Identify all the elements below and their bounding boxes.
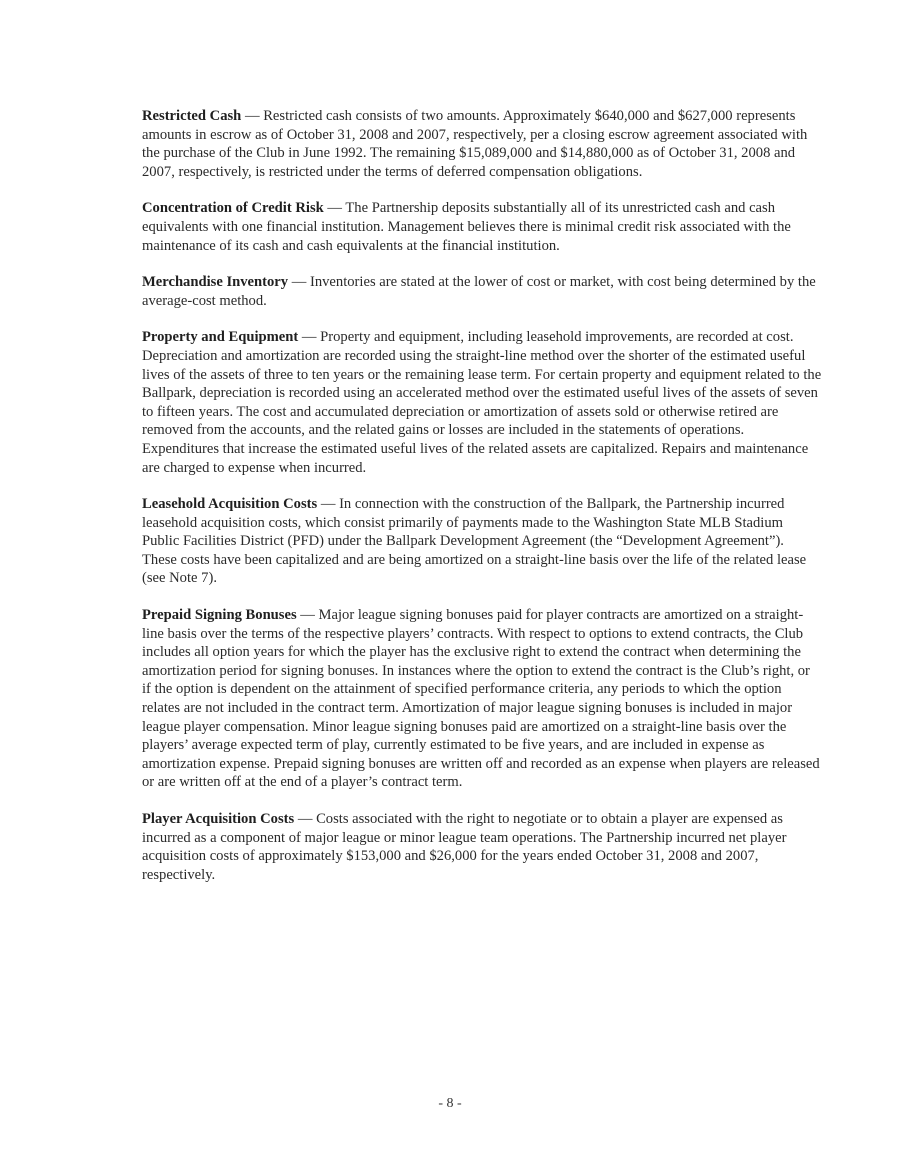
section-player-acquisition-costs (142, 810, 822, 884)
section-prepaid-signing-bonuses (142, 606, 822, 792)
section-heading: Property and Equipment (142, 329, 299, 346)
section-body: Costs associated with the right to negotiate or to obtain a player are expensed as incurred as a component of major league or minor league team operations. The Partnership incurred net player acquisition costs of approximately $153,000 and $26,000 for the years ended October 31, 2008 and 2007, respectively. (142, 811, 787, 883)
section-property-and-equipment (142, 328, 822, 477)
section-body: Major league signing bonuses paid for player contracts are amortized on a straight-line basis over the terms of the respective players’ contracts. With respect to options to extend contracts, the Club includes all option years for which the player has the exclusive right to extend the contract when determining the amortization period for signing bonuses. In instances where the option to extend the contract is the Club’s right, or if the option is dependent on the attainment of specified performance criteria, any periods to which the option relates are not included in the contract term. Amortization of major league signing bonuses is included in major league player compensation. Minor league signing bonuses paid are amortized on a straight-line basis over the players’ average expected term of play, currently estimated to be five years, and are included in expense as amortization expense. Prepaid signing bonuses are written off and recorded as an expense when players are released or are written off at the end of a player’s contract term. (142, 607, 820, 791)
section-body: The Partnership deposits substantially all of its unrestricted cash and cash equivalents with one financial institution. Management believes there is minimal credit risk associated with the maintenance of its cash and cash equivalents at the financial institution. (142, 200, 791, 254)
section-body: Restricted cash consists of two amounts. Approximately $640,000 and $627,000 represents amounts in escrow as of October 31, 2008 and 2007, respectively, per a closing escrow agreement associated with the purchase of the Club in June 1992. The remaining $15,089,000 and $14,880,000 as of October 31, 2008 and 2007, respectively, is restricted under the terms of deferred compensation obligations. (142, 108, 808, 180)
section-heading: Prepaid Signing Bonuses (142, 607, 297, 624)
section-leasehold-acquisition-costs (142, 495, 822, 588)
section-separator: — (241, 108, 264, 124)
section-separator: — (323, 200, 346, 217)
section-separator: — (298, 329, 321, 346)
section-heading: Concentration of Credit Risk (142, 200, 324, 217)
section-separator: — (288, 274, 310, 291)
section-heading: Merchandise Inventory (142, 274, 289, 291)
section-body: Inventories are stated at the lower of cost or market, with cost being determined by the average-cost method. (142, 274, 816, 309)
section-separator: — (317, 496, 340, 513)
section-separator: — (296, 607, 319, 624)
document-page (142, 107, 822, 902)
section-heading: Player Acquisition Costs (142, 811, 295, 827)
section-body: Property and equipment, including leasehold improvements, are recorded at cost. Depreciation and amortization are recorded using the straight-line method over the shorter of the estimated useful lives of the assets of three to ten years or the remaining lease term. For certain property and equipment related to the Ballpark, depreciation is recorded using an accelerated method over the estimated useful lives of the assets of seven to fifteen years. The cost and accumulated depreciation or amortization of assets sold or otherwise retired are removed from the accounts, and the related gains or losses are included in the statements of operations. Expenditures that increase the estimated useful lives of the related assets are capitalized. Repairs and maintenance are charged to expense when incurred. (142, 329, 822, 476)
page-number: - 8 - (438, 1096, 462, 1111)
section-body: In connection with the construction of the Ballpark, the Partnership incurred leasehold acquisition costs, which consist primarily of payments made to the Washington State MLB Stadium Public Facilities District (PFD) under the Ballpark Development Agreement (the “Development Agreement”). These costs have been capitalized and are being amortized on a straight-line basis over the life of the related lease (see Note 7). (142, 496, 807, 587)
section-heading: Restricted Cash (142, 108, 242, 124)
section-heading: Leasehold Acquisition Costs (142, 496, 318, 513)
section-restricted-cash (142, 107, 822, 181)
section-separator: — (294, 811, 317, 827)
section-concentration-of-credit-risk (142, 199, 822, 255)
section-merchandise-inventory (142, 273, 822, 310)
